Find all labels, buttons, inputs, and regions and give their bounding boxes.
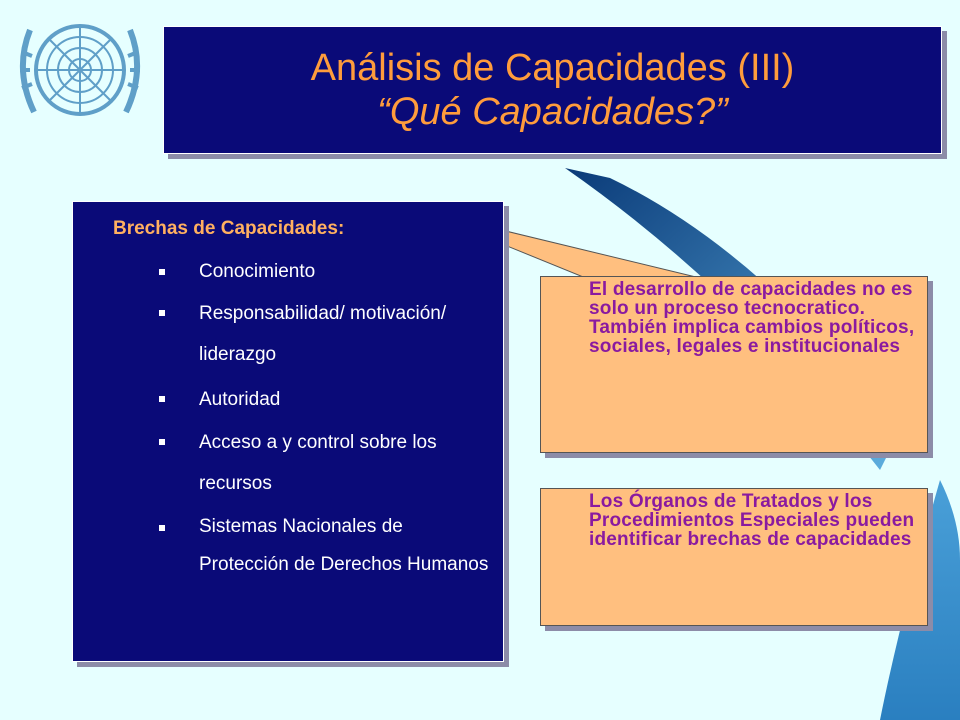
list-item bbox=[73, 257, 503, 287]
list-item-label: Sistemas Nacionales de Protección de Derechos Humanos bbox=[199, 516, 489, 575]
panel-heading: Brechas de Capacidades: bbox=[113, 218, 345, 239]
capacity-gaps-list bbox=[73, 257, 503, 585]
callout-box bbox=[540, 276, 928, 453]
callout-text: Los Órganos de Tratados y los Procedimientos Especiales pueden identificar brechas de capacidades bbox=[589, 491, 915, 550]
list-item-label: Conocimiento bbox=[199, 261, 316, 282]
list-item bbox=[73, 508, 503, 584]
list-item-label: Autoridad bbox=[199, 389, 281, 410]
list-item-label: Responsabilidad/ motivación/ liderazgo bbox=[199, 303, 447, 365]
capacity-gaps-panel bbox=[72, 201, 504, 662]
un-emblem-icon bbox=[20, 26, 140, 114]
title-banner bbox=[163, 26, 942, 154]
bullet-icon bbox=[159, 439, 165, 445]
bullet-icon bbox=[159, 269, 165, 275]
bullet-icon bbox=[159, 525, 165, 531]
slide-subtitle: “Qué Capacidades?” bbox=[377, 91, 728, 133]
slide-title: Análisis de Capacidades (III) bbox=[310, 47, 795, 89]
bullet-icon bbox=[159, 396, 165, 402]
callout-text: El desarrollo de capacidades no es solo un proceso tecnocratico. También implica cambios políticos, sociales, legales e institucionales bbox=[589, 279, 915, 357]
bullet-icon bbox=[159, 310, 165, 316]
list-item bbox=[73, 293, 503, 375]
callout-box bbox=[540, 488, 928, 626]
list-item bbox=[73, 379, 503, 420]
list-item bbox=[73, 422, 503, 504]
list-item-label: Acceso a y control sobre los recursos bbox=[199, 432, 437, 494]
